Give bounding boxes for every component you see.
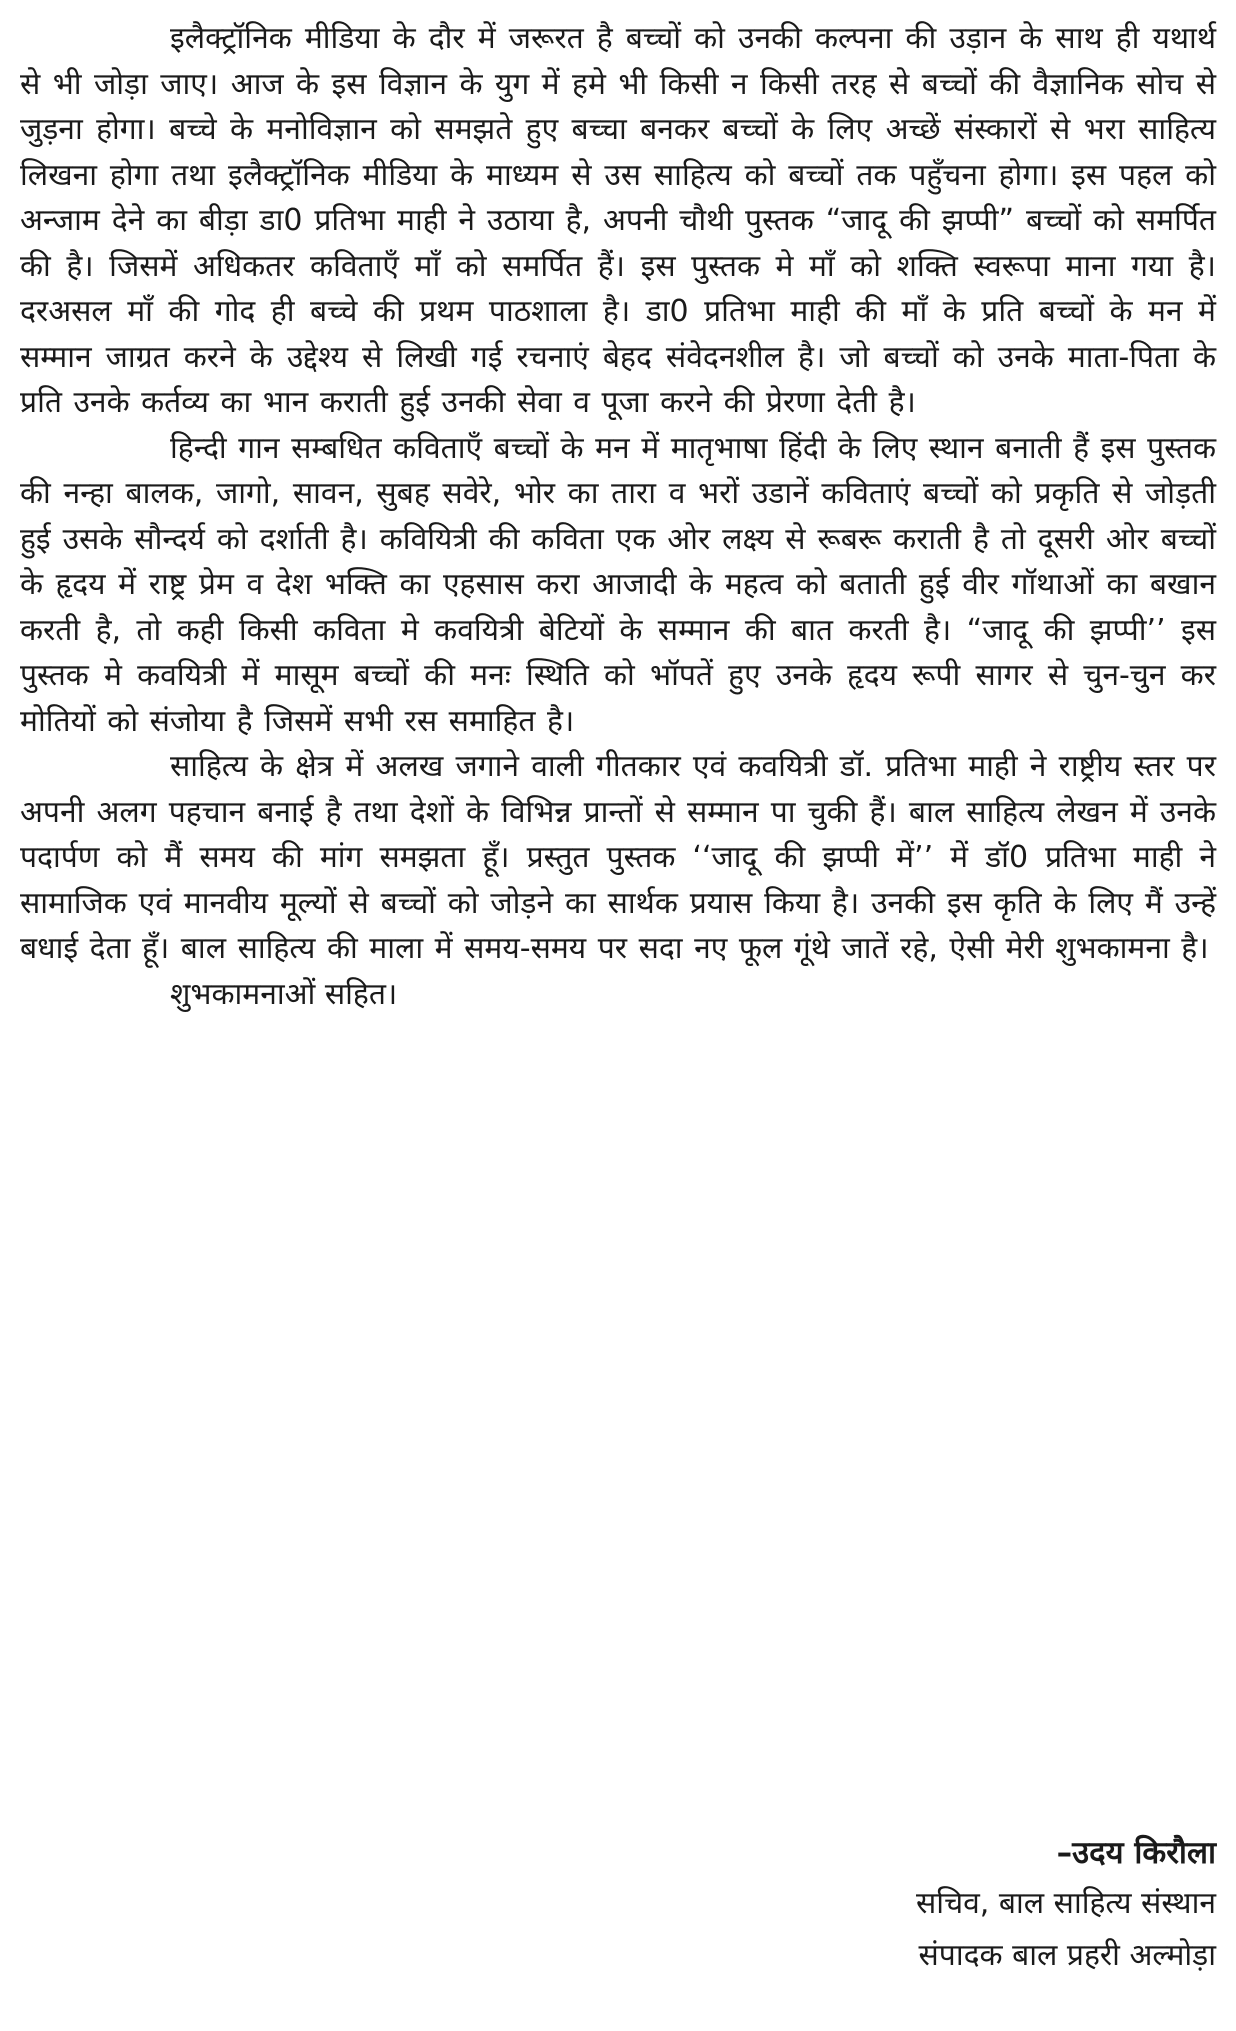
- closing-line: शुभकामनाओं सहित।: [170, 976, 398, 1012]
- paragraph-1: इलैक्ट्रॉनिक मीडिया के दौर में जरूरत है बच्चों को उनकी कल्पना की उड़ान के साथ ही यथार्थ से भी जोड़ा जाए। आज के इस विज्ञान के युग में हमे भी किसी न किसी तरह से बच्चों की वैज्ञानिक सोच से जुड़ना होगा। बच्चे के मनोविज्ञान को समझते हुए बच्चा बनकर बच्चों के लिए अच्छें संस्कारों से भरा साहित्य लिखना होगा तथा इलैक्ट्रॉनिक मीडिया के माध्यम से उस साहित्य को बच्चों तक पहुँचना होगा। इस पहल को अन्जाम देने का बीड़ा डा0 प्रतिभा माही ने उठाया है, अपनी चौथी पुस्तक “जादू की झप्पी” बच्चों को समर्पित की है। जिसमें अधिकतर कविताएँ माँ को समर्पित हैं। इस पुस्तक मे माँ को शक्ति स्वरूपा माना गया है। दरअसल माँ की गोद ही बच्चे की प्रथम पाठशाला है। डा0 प्रतिभा माही की माँ के प्रति बच्चों के मन में सम्मान जाग्रत करने के उद्देश्य से लिखी गई रचनाएं बेहद संवेदनशील है। जो बच्चों को उनके माता-पिता के प्रति उनके कर्तव्य का भान कराती हुई उनकी सेवा व पूजा करने की प्रेरणा देती है।: [20, 21, 1216, 420]
- signature-role: संपादक बाल प्रहरी अल्मोड़ा: [918, 1938, 1216, 1973]
- signature-name: –उदय किरौला: [1056, 1835, 1216, 1871]
- signature-title: सचिव, बाल साहित्य संस्थान: [916, 1886, 1216, 1921]
- paragraph-3: साहित्य के क्षेत्र में अलख जगाने वाली गीतकार एवं कवयित्री डॉ. प्रतिभा माही ने राष्ट्रीय स्तर पर अपनी अलग पहचान बनाई है तथा देशों के विभिन्न प्रान्तों से सम्मान पा चुकी हैं। बाल साहित्य लेखन में उनके पदार्पण को मैं समय की मांग समझता हूँ। प्रस्तुत पुस्तक ‘‘जादू की झप्पी में’’ में डॉ0 प्रतिभा माही ने सामाजिक एवं मानवीय मूल्यों से बच्चों को जोड़ने का सार्थक प्रयास किया है। उनकी इस कृति के लिए मैं उन्हें बधाई देता हूँ। बाल साहित्य की माला में समय-समय पर सदा नए फूल गूंथे जातें रहे, ऐसी मेरी शुभकामना है।: [20, 749, 1216, 966]
- signature-block: [916, 1828, 1216, 1982]
- paragraph-2: हिन्दी गान सम्बधित कविताएँ बच्चों के मन में मातृभाषा हिंदी के लिए स्थान बनाती हैं इस पुस्तक की नन्हा बालक, जागो, सावन, सुबह सवेरे, भोर का तारा व भरों उडानें कविताएं बच्चों को प्रकृति से जोड़ती हुई उसके सौन्दर्य को दर्शाती है। कवियित्री की कविता एक ओर लक्ष्य से रूबरू कराती है तो दूसरी ओर बच्चों के हृदय में राष्ट्र प्रेम व देश भक्ति का एहसास करा आजादी के महत्व को बताती हुई वीर गॉथाओं का बखान करती है, तो कही किसी कविता मे कवयित्री बेटियों के सम्मान की बात करती है। “जादू की झप्पी’’ इस पुस्तक मे कवयित्री में मासूम बच्चों की मनः स्थिति को भॉपतें हुए उनके हृदय रूपी सागर से चुन-चुन कर मोतियों को संजोया है जिसमें सभी रस समाहित है।: [20, 430, 1216, 739]
